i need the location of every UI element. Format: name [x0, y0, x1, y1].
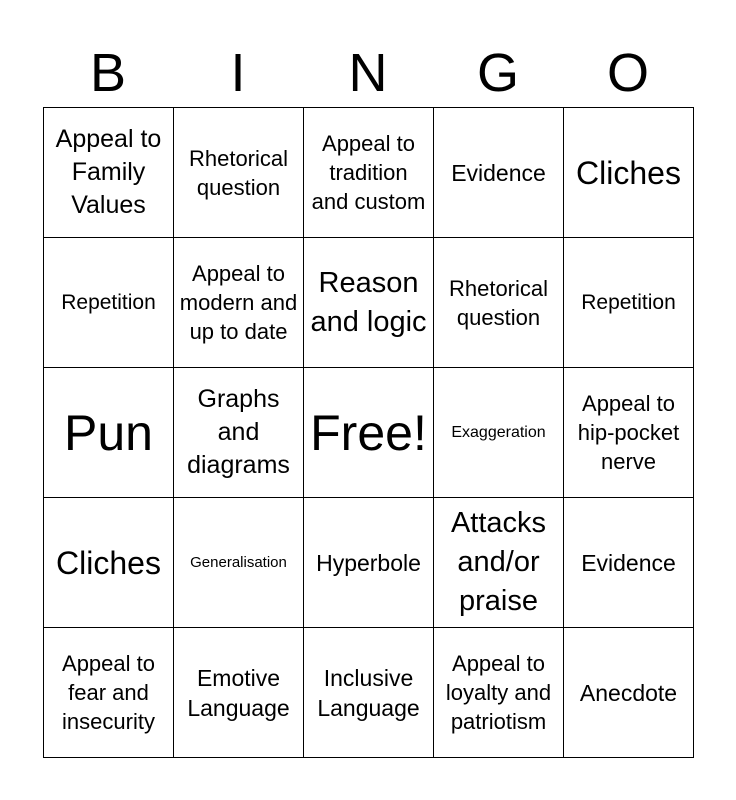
cell-label: Cliches: [56, 544, 161, 581]
cell-label: Graphs and diagrams: [187, 385, 290, 479]
bingo-cell[interactable]: [564, 628, 694, 758]
bingo-cell[interactable]: [564, 498, 694, 628]
bingo-cell[interactable]: [174, 368, 304, 498]
cell-label: Rhetorical question: [448, 275, 549, 330]
header-letter-b: B: [89, 43, 127, 103]
cell-label: Anecdote: [579, 679, 678, 706]
bingo-cell[interactable]: [44, 368, 174, 498]
bingo-cell[interactable]: [564, 368, 694, 498]
bingo-cell[interactable]: [434, 108, 564, 238]
cell-label: Repetition: [61, 291, 156, 314]
cell-label: Rhetorical question: [188, 145, 289, 200]
cell-label: Emotive Language: [187, 664, 290, 721]
bingo-grid: [43, 107, 694, 758]
free-space-label: Free!: [310, 404, 427, 461]
bingo-cell[interactable]: [564, 238, 694, 368]
header-letter-o: O: [606, 43, 649, 103]
bingo-cell[interactable]: [434, 498, 564, 628]
bingo-cell[interactable]: [174, 238, 304, 368]
bingo-cell[interactable]: [174, 108, 304, 238]
cell-label: Reason and logic: [310, 266, 427, 338]
cell-label: Evidence: [451, 159, 546, 186]
bingo-header: [43, 40, 693, 106]
bingo-cell[interactable]: [44, 498, 174, 628]
cell-label: Inclusive Language: [317, 664, 420, 721]
bingo-cell[interactable]: [564, 108, 694, 238]
bingo-cell[interactable]: [434, 238, 564, 368]
header-letter-i: I: [230, 43, 246, 103]
bingo-cell[interactable]: [434, 368, 564, 498]
free-space-cell[interactable]: [304, 368, 434, 498]
cell-label: Hyperbole: [316, 549, 421, 576]
cell-label: Appeal to tradition and custom: [311, 131, 426, 214]
cell-label: Attacks and/or praise: [450, 507, 547, 617]
cell-label: Cliches: [576, 154, 681, 191]
cell-label: Pun: [64, 404, 153, 461]
cell-label: Appeal to Family Values: [55, 125, 162, 219]
cell-label: Appeal to loyalty and patriotism: [445, 651, 552, 734]
header-letter-g: G: [476, 43, 519, 103]
cell-label: Generalisation: [190, 553, 287, 571]
bingo-cell[interactable]: [304, 628, 434, 758]
bingo-cell[interactable]: [44, 108, 174, 238]
bingo-cell[interactable]: [304, 108, 434, 238]
cell-label: Evidence: [581, 549, 676, 576]
cell-label: Appeal to hip-pocket nerve: [577, 391, 680, 474]
cell-label: Appeal to modern and up to date: [179, 261, 298, 344]
cell-label: Exaggeration: [451, 423, 546, 441]
bingo-cell[interactable]: [44, 238, 174, 368]
cell-label: Repetition: [581, 291, 676, 314]
bingo-cell[interactable]: [174, 628, 304, 758]
bingo-cell[interactable]: [44, 628, 174, 758]
bingo-cell[interactable]: [304, 238, 434, 368]
bingo-cell[interactable]: [174, 498, 304, 628]
bingo-cell[interactable]: [304, 498, 434, 628]
header-letter-n: N: [348, 43, 388, 103]
cell-label: Appeal to fear and insecurity: [62, 651, 155, 734]
bingo-cell[interactable]: [434, 628, 564, 758]
